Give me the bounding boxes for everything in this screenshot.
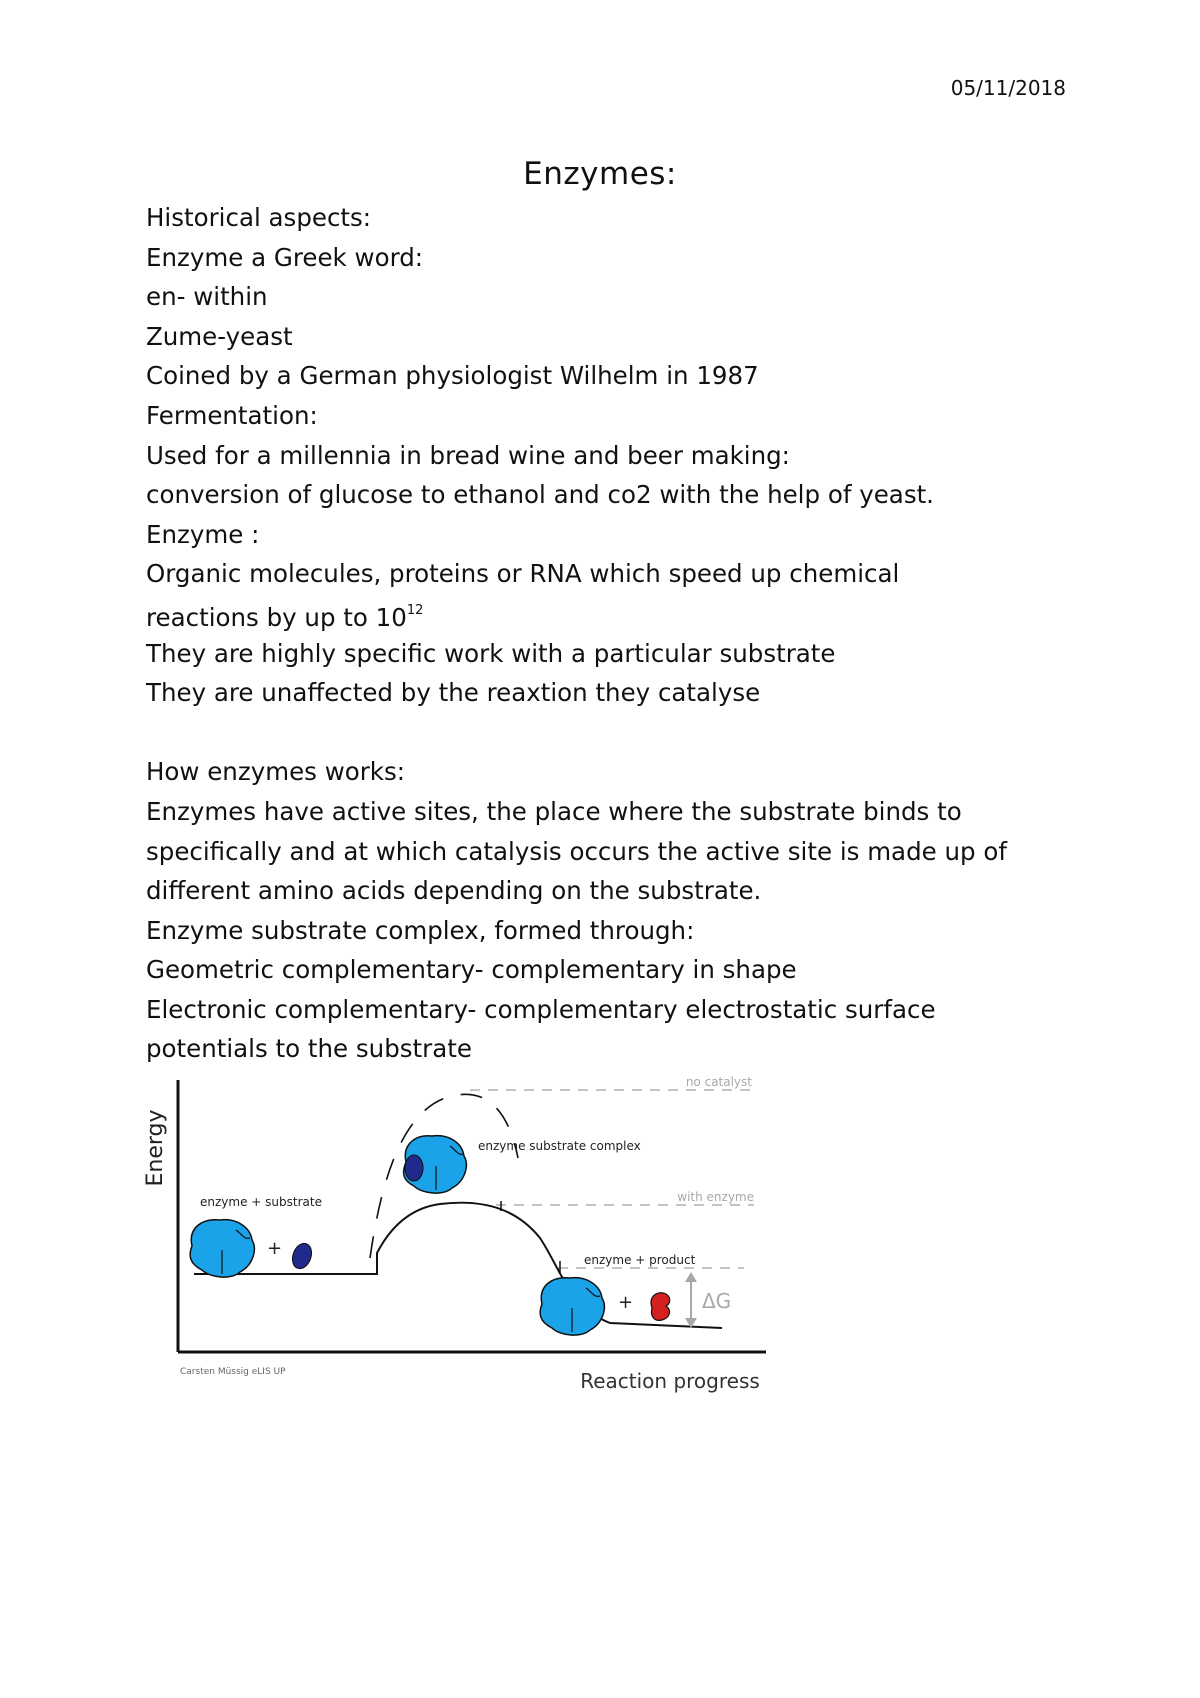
y-axis-label: Energy [143,1109,168,1187]
text-line: Organic molecules, proteins or RNA which speed up chemical [146,559,900,589]
superscript-exponent: 12 [406,602,424,618]
text-line: potentials to the substrate [146,1034,472,1064]
text-line: How enzymes works: [146,757,405,787]
plus-sign: + [618,1292,634,1313]
plus-sign: + [267,1238,283,1259]
substrate-icon [289,1241,315,1272]
text-line: Geometric complementary- complementary in shape [146,955,797,985]
document-body [146,198,1106,1069]
document-date: 05/11/2018 [950,76,1066,100]
text-line: They are unaffected by the reaxtion they catalyse [146,678,761,708]
text-line: Historical aspects: [146,203,372,232]
no-catalyst-label: no catalyst [685,1075,752,1089]
text-line: Coined by a German physiologist Wilhelm in 1987 [146,361,759,391]
text-line: They are highly specific work with a particular substrate [146,638,836,668]
text-line: Fermentation: [146,400,318,430]
delta-g-arrow [685,1272,697,1328]
energy-diagram-svg [140,1068,780,1408]
document-title: Enzymes: [523,156,677,192]
product-icon [651,1293,670,1321]
text-line: Zume-yeast [146,321,293,351]
text-line: Used for a millennia in bread wine and beer making: [146,440,790,470]
x-axis-label: Reaction progress [580,1369,760,1393]
enzyme-icon [540,1278,604,1335]
text-line: conversion of glucose to ethanol and co2 with the help of yeast. [146,480,934,510]
text-line: different amino acids depending on the substrate. [146,876,762,906]
energy-diagram [140,1068,780,1408]
delta-g-label: ΔG [702,1289,732,1313]
text-line: en- within [146,282,268,312]
text-line: specifically and at which catalysis occurs the active site is made up of [146,836,1007,866]
image-credit: Carsten Müssig eLIS UP [180,1367,286,1377]
text-line: Enzyme : [146,519,260,549]
text-line: Enzyme a Greek word: [146,242,424,272]
enzyme-plus-product-label: enzyme + product [584,1253,696,1267]
text-line-main: reactions by up to 10 [146,603,407,633]
enzyme-icon [190,1220,254,1277]
text-line: Electronic complementary- complementary electrostatic surface [146,994,936,1024]
text-line-with-superscript [146,594,1106,634]
with-enzyme-label: with enzyme [677,1190,754,1204]
enzyme-substrate-complex-icon [404,1136,467,1193]
enzyme-plus-substrate-label: enzyme + substrate [200,1195,322,1209]
text-line: Enzyme substrate complex, formed through: [146,915,695,945]
blank-line [146,713,1106,753]
enzyme-substrate-complex-label: enzyme substrate complex [478,1139,641,1153]
text-line: Enzymes have active sites, the place where the substrate binds to [146,796,962,826]
